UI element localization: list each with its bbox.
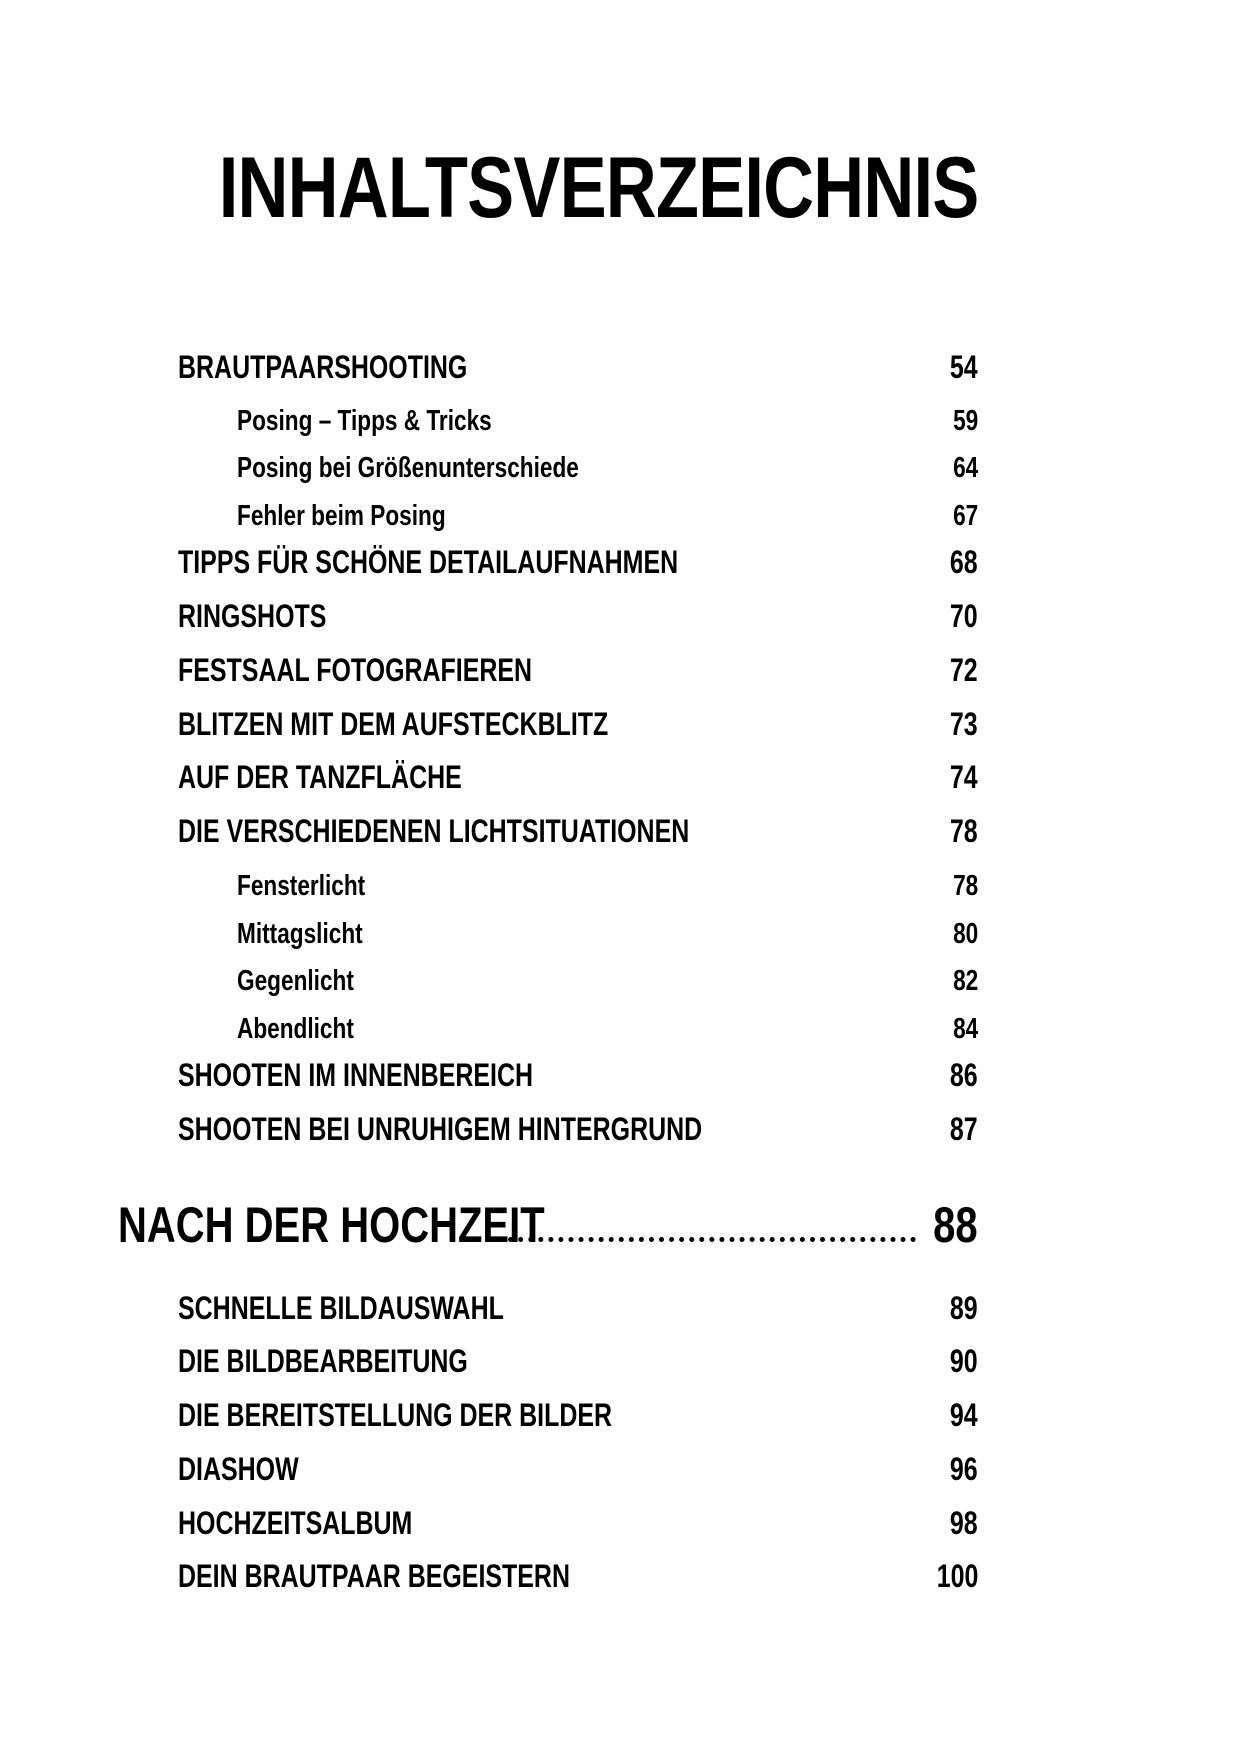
toc-entry[interactable]: [178, 704, 978, 744]
toc-subentry[interactable]: [237, 963, 978, 999]
toc-entry-page: 74: [950, 759, 978, 795]
toc-entry-page: 89: [950, 1290, 978, 1326]
toc-entry-label: RINGSHOTS: [178, 598, 327, 634]
toc-entry-label: TIPPS FÜR SCHÖNE DETAILAUFNAHMEN: [178, 544, 679, 580]
toc-subentry-label: Gegenlicht: [237, 965, 354, 997]
toc-entry-label: AUF DER TANZFLÄCHE: [178, 759, 462, 795]
toc-subentry-page: 84: [952, 1013, 978, 1045]
toc-entry-page: 90: [950, 1343, 978, 1379]
toc-entry[interactable]: [178, 542, 978, 582]
section-heading-label: NACH DER HOCHZEIT: [118, 1197, 545, 1253]
toc-subentry-label: Fensterlicht: [237, 870, 366, 902]
toc-subentry[interactable]: [237, 1011, 978, 1047]
toc-entry-page: 100: [936, 1558, 978, 1594]
toc-entry-label: DIE BEREITSTELLUNG DER BILDER: [178, 1397, 613, 1433]
toc-entry[interactable]: [178, 1395, 978, 1435]
toc-entry[interactable]: [178, 1288, 978, 1328]
toc-entry-page: 70: [950, 598, 978, 634]
section-heading[interactable]: [118, 1195, 978, 1255]
toc-subentry-label: Abendlicht: [237, 1013, 354, 1045]
toc-entry[interactable]: [178, 650, 978, 690]
toc-entry-label: SCHNELLE BILDAUSWAHL: [178, 1290, 504, 1326]
toc-subentry-page: 82: [952, 965, 978, 997]
toc-entry-label: BLITZEN MIT DEM AUFSTECKBLITZ: [178, 706, 609, 742]
toc-entry-label: DIE BILDBEARBEITUNG: [178, 1343, 468, 1379]
toc-entry[interactable]: [178, 347, 978, 387]
toc-entry-page: 98: [950, 1505, 978, 1541]
toc-subentry-page: 80: [952, 918, 978, 950]
toc-subentry[interactable]: [237, 498, 978, 534]
toc-subentry-label: Posing bei Größenunterschiede: [237, 452, 579, 484]
toc-subentry-page: 78: [952, 870, 978, 902]
toc-entry-page: 96: [950, 1451, 978, 1487]
toc-entry[interactable]: [178, 1055, 978, 1095]
toc-entry-label: BRAUTPAARSHOOTING: [178, 349, 468, 385]
toc-subentry[interactable]: [237, 868, 978, 904]
toc-entry[interactable]: [178, 1341, 978, 1381]
toc-subentry[interactable]: [237, 403, 978, 439]
toc-entry[interactable]: [178, 1449, 978, 1489]
toc-entry-label: DIASHOW: [178, 1451, 299, 1487]
toc-entry-page: 54: [950, 349, 978, 385]
toc-subentry-label: Posing – Tipps & Tricks: [237, 405, 492, 437]
toc-entry[interactable]: [178, 596, 978, 636]
dot-leader: [488, 1237, 916, 1242]
toc-entry[interactable]: [178, 811, 978, 851]
toc-entry-label: DEIN BRAUTPAAR BEGEISTERN: [178, 1558, 570, 1594]
toc-entry-page: 73: [950, 706, 978, 742]
toc-subentry-page: 59: [952, 405, 978, 437]
toc-entry-label: HOCHZEITSALBUM: [178, 1505, 413, 1541]
toc-entry[interactable]: [178, 1503, 978, 1543]
toc-entry[interactable]: [178, 757, 978, 797]
toc-entry[interactable]: [178, 1109, 978, 1149]
toc-subentry-label: Mittagslicht: [237, 918, 363, 950]
toc-entry-page: 68: [950, 544, 978, 580]
toc-subentry-label: Fehler beim Posing: [237, 500, 446, 532]
toc-subentry-page: 64: [952, 452, 978, 484]
toc-entry-page: 78: [950, 813, 978, 849]
toc-entry-page: 94: [950, 1397, 978, 1433]
toc-entry-page: 72: [950, 652, 978, 688]
section-heading-page: 88: [933, 1197, 978, 1253]
toc-entry-label: SHOOTEN BEI UNRUHIGEM HINTERGRUND: [178, 1111, 703, 1147]
toc-entry-label: SHOOTEN IM INNENBEREICH: [178, 1057, 534, 1093]
toc-entry-page: 87: [950, 1111, 978, 1147]
page-title: INHALTSVERZEICHNIS: [218, 140, 978, 236]
toc-entry-page: 86: [950, 1057, 978, 1093]
toc-subentry[interactable]: [237, 450, 978, 486]
toc-entry[interactable]: [178, 1556, 978, 1596]
toc-subentry-page: 67: [952, 500, 978, 532]
toc-entry-label: DIE VERSCHIEDENEN LICHTSITUATIONEN: [178, 813, 690, 849]
toc-subentry[interactable]: [237, 916, 978, 952]
toc-entry-label: FESTSAAL FOTOGRAFIEREN: [178, 652, 533, 688]
